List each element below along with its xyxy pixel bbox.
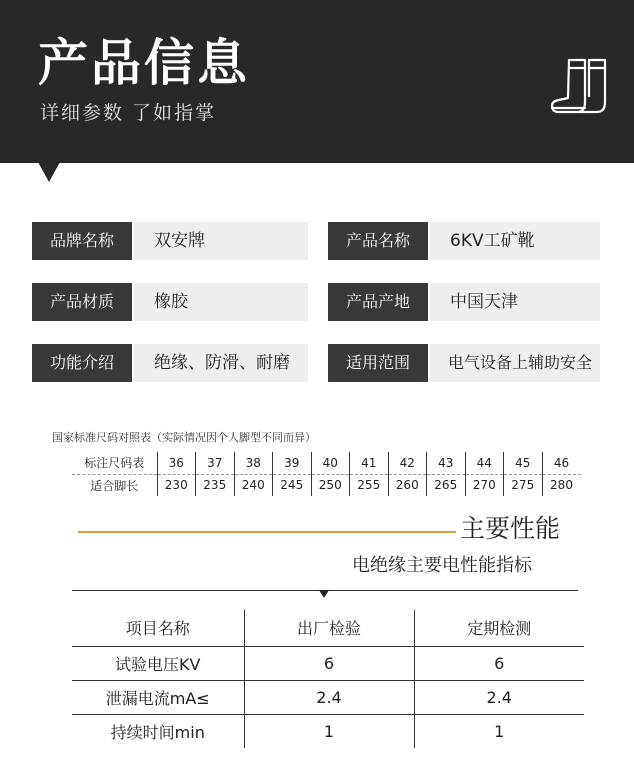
down-triangle-icon	[319, 590, 329, 598]
info-row	[32, 222, 600, 260]
info-value-function: 绝缘、防滑、耐磨	[134, 344, 308, 382]
info-value-origin: 中国天津	[430, 283, 600, 321]
info-label-origin: 产品产地	[328, 283, 428, 321]
spec-header-cell: 定期检测	[414, 610, 584, 646]
length-cell: 275	[504, 474, 543, 496]
info-value-material: 橡胶	[134, 283, 308, 321]
size-table-caption: 国家标准尺码对照表（实际情况因个人脚型不同而异）	[52, 431, 316, 444]
section-accent-line	[78, 531, 456, 533]
spec-table-header	[72, 610, 584, 646]
header-banner	[0, 0, 634, 163]
length-cell: 270	[465, 474, 504, 496]
size-row-label: 标注尺码表	[72, 452, 157, 474]
size-cell: 45	[504, 452, 543, 474]
info-value-brand: 双安牌	[134, 222, 308, 260]
page-title: 产品信息	[38, 34, 250, 92]
spec-cell: 2.4	[414, 680, 584, 714]
spec-cell: 6	[244, 646, 414, 680]
section-subtitle: 电绝缘主要电性能指标	[352, 555, 532, 576]
spec-cell: 2.4	[244, 680, 414, 714]
size-cell: 39	[273, 452, 312, 474]
length-cell: 240	[234, 474, 273, 496]
size-cell: 44	[465, 452, 504, 474]
length-row	[72, 474, 581, 496]
table-row	[72, 714, 584, 748]
page-subtitle: 详细参数 了如指掌	[40, 102, 217, 124]
length-cell: 265	[427, 474, 466, 496]
spec-table	[72, 610, 584, 748]
table-row	[72, 680, 584, 714]
size-cell: 46	[542, 452, 581, 474]
info-value-product-name: 6KV工矿靴	[430, 222, 600, 260]
size-cell: 43	[427, 452, 466, 474]
boots-icon	[549, 56, 613, 118]
spec-cell: 6	[414, 646, 584, 680]
length-cell: 260	[388, 474, 427, 496]
size-cell: 40	[311, 452, 350, 474]
size-cell: 38	[234, 452, 273, 474]
table-row	[72, 646, 584, 680]
size-cell: 41	[350, 452, 389, 474]
length-row-label: 适合脚长	[90, 478, 139, 493]
length-cell: 235	[196, 474, 235, 496]
info-label-function: 功能介绍	[32, 344, 132, 382]
info-label-material: 产品材质	[32, 283, 132, 321]
info-label-scope: 适用范围	[328, 344, 428, 382]
spec-cell: 1	[414, 714, 584, 748]
info-label-brand: 品牌名称	[32, 222, 132, 260]
spec-cell: 持续时间min	[72, 714, 244, 748]
spec-header-cell: 项目名称	[125, 619, 190, 639]
spec-cell: 泄漏电流mA≤	[72, 680, 244, 714]
length-cell: 250	[311, 474, 350, 496]
info-row	[32, 344, 600, 382]
info-row	[32, 283, 600, 321]
size-table	[72, 452, 581, 496]
section-title: 主要性能	[460, 514, 561, 543]
size-cell: 36	[157, 452, 196, 474]
info-label-product-name: 产品名称	[328, 222, 428, 260]
size-row	[72, 452, 581, 474]
size-cell: 42	[388, 452, 427, 474]
spec-cell: 1	[244, 714, 414, 748]
spec-cell: 试验电压KV	[72, 646, 244, 680]
spec-header-cell: 出厂检验	[244, 610, 414, 646]
length-cell: 245	[273, 474, 312, 496]
size-cell: 37	[196, 452, 235, 474]
length-cell: 280	[542, 474, 581, 496]
info-value-scope: 电气设备上辅助安全	[430, 344, 600, 382]
length-cell: 230	[157, 474, 196, 496]
header-pointer	[38, 162, 60, 182]
length-cell: 255	[350, 474, 389, 496]
